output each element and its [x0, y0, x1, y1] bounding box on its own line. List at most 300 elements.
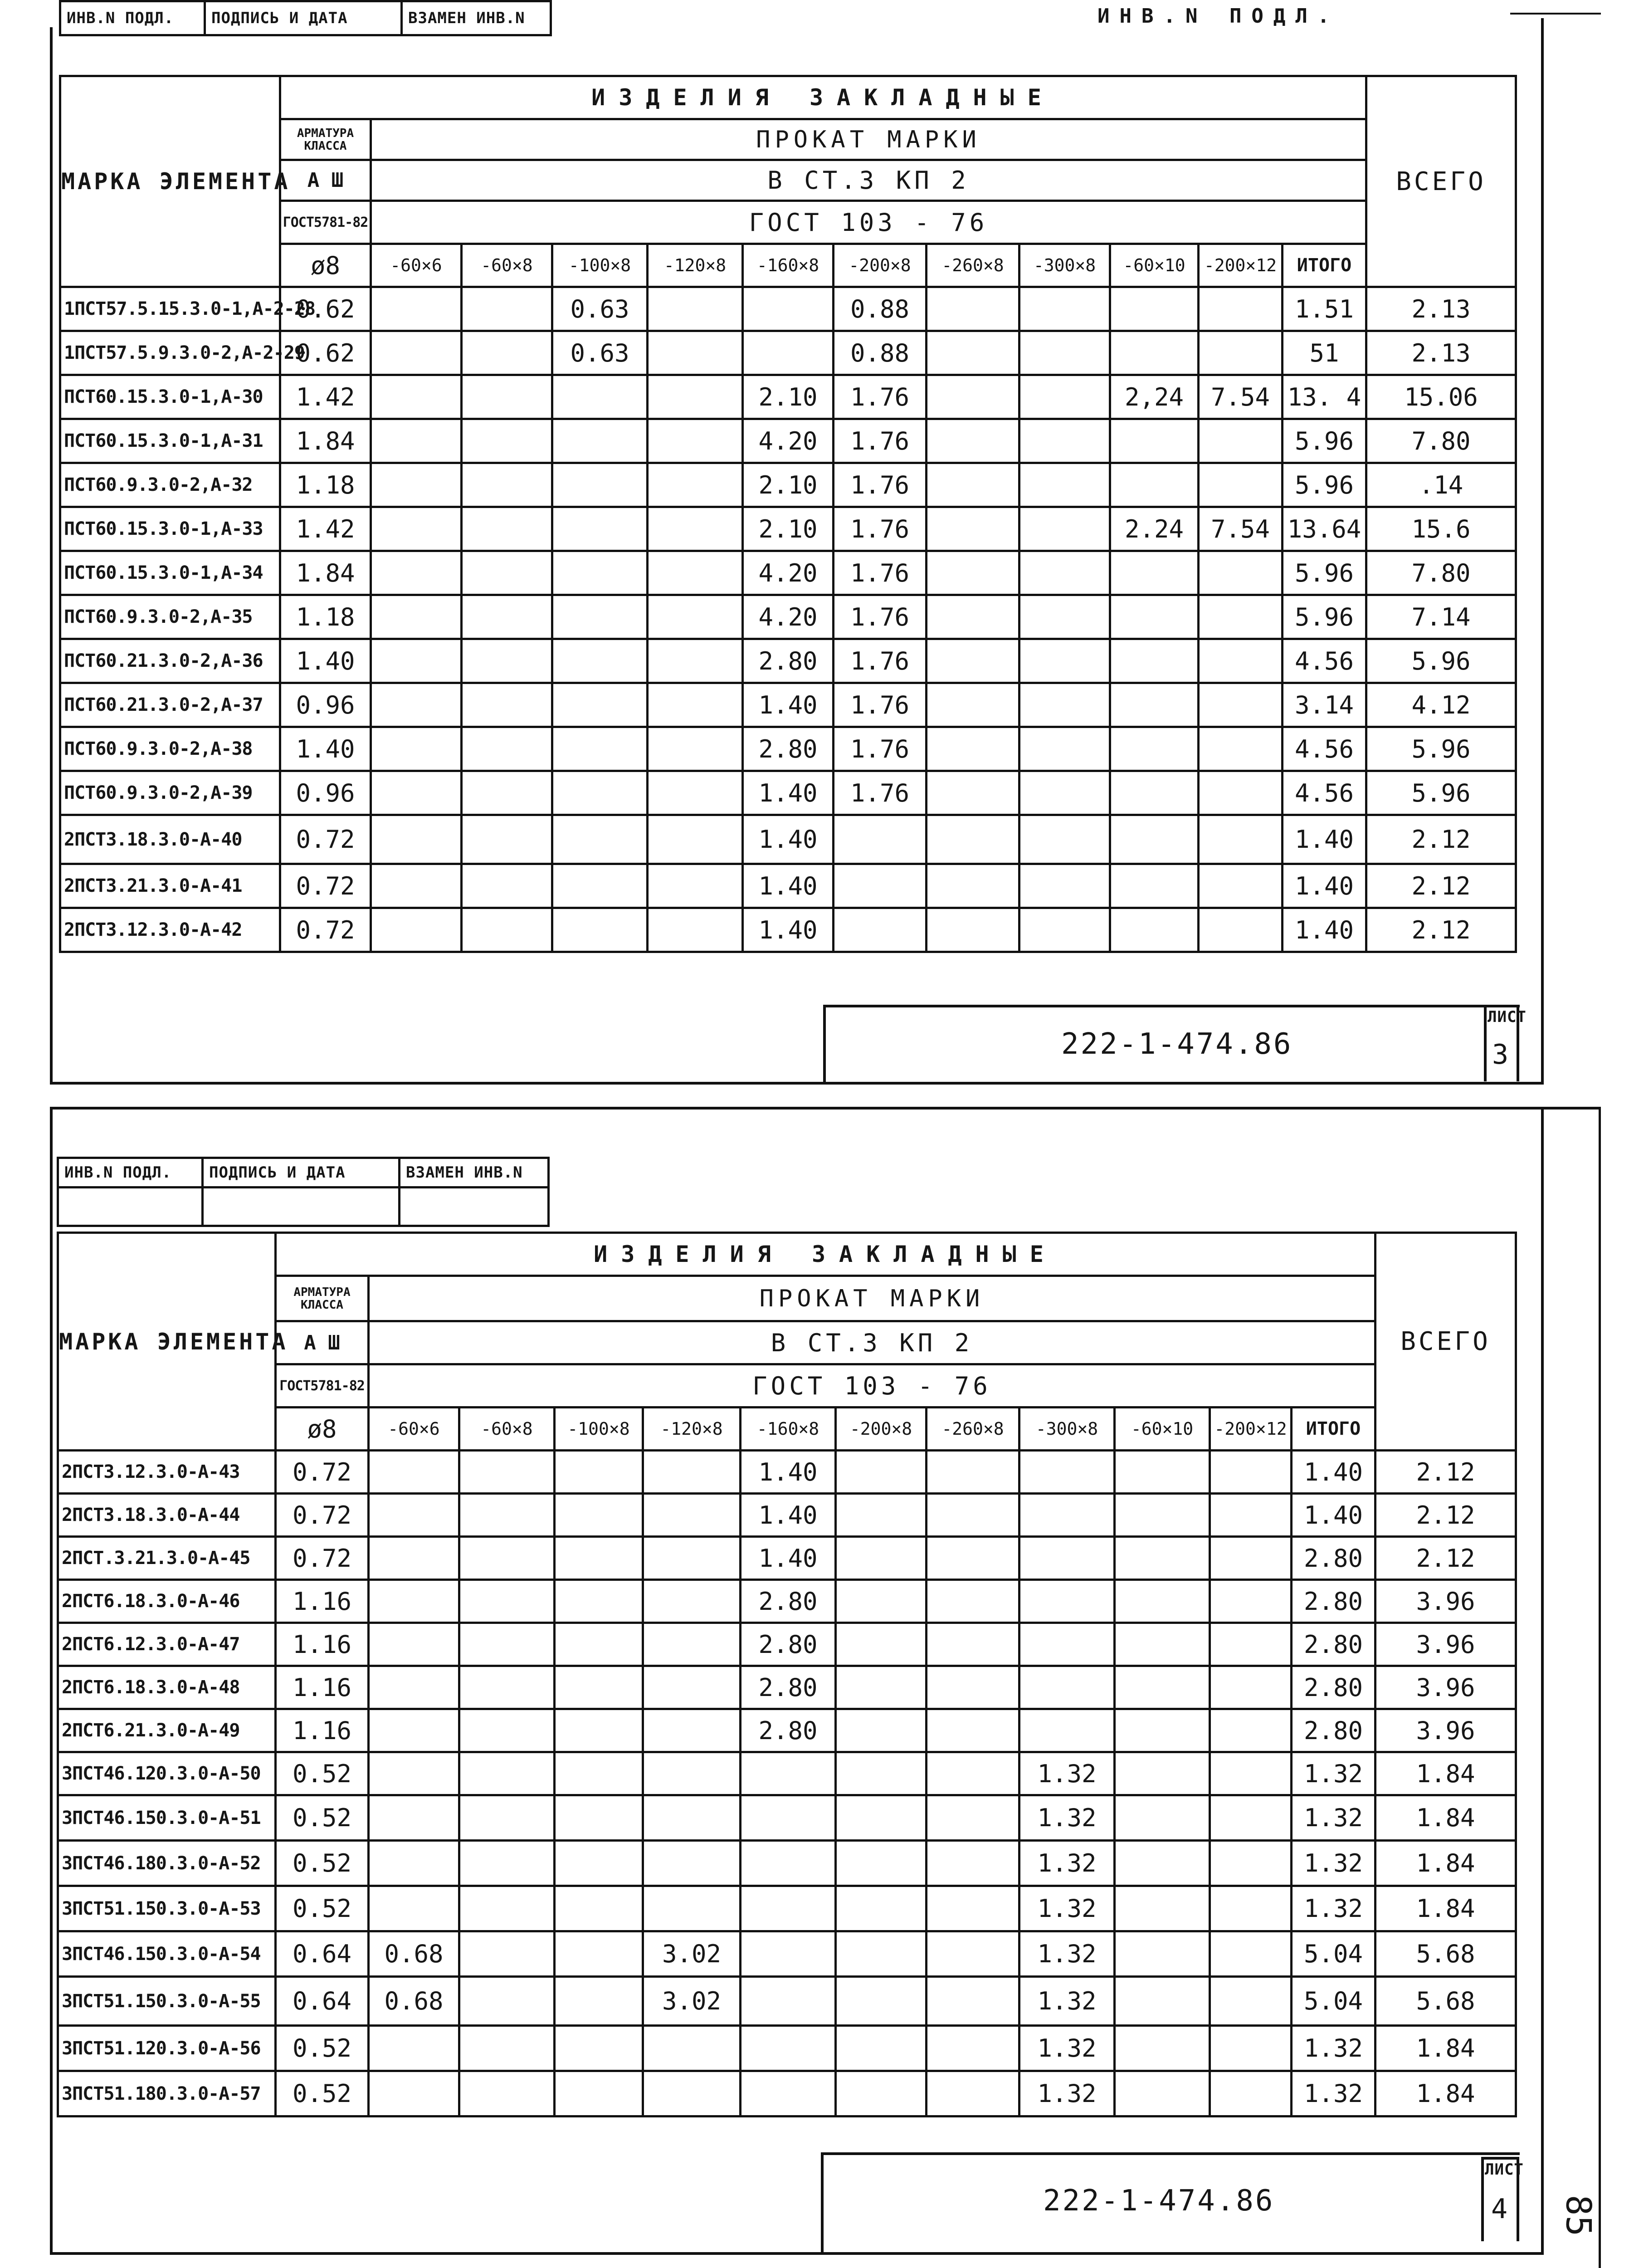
rebar-value: 0.72	[276, 1451, 369, 1494]
mark-header: МАРКА ЭЛЕМЕНТА	[60, 76, 280, 287]
profile-value	[1019, 463, 1110, 507]
element-mark: 2ПСТ3.12.3.0-А-43	[58, 1451, 276, 1494]
profile-value: 1.32	[1019, 1977, 1115, 2026]
profile-value	[1019, 1709, 1115, 1752]
profile-value	[1115, 1451, 1210, 1494]
itogo-value: 2.80	[1292, 1623, 1375, 1666]
profile-value: 1.76	[834, 595, 927, 639]
itogo-value: 5.96	[1283, 419, 1366, 463]
total-value: 2.12	[1366, 815, 1516, 864]
col-header: -200×8	[836, 1408, 927, 1451]
steel-gost: ГОСТ 103 - 76	[371, 201, 1366, 244]
profile-value	[1210, 1451, 1292, 1494]
profile-value	[836, 1451, 927, 1494]
profile-value	[741, 1841, 836, 1886]
profile-value	[836, 1580, 927, 1623]
table-row	[60, 639, 1516, 683]
table-row	[60, 419, 1516, 463]
profile-value	[1199, 463, 1283, 507]
itogo-value: 5.96	[1283, 463, 1366, 507]
profile-value	[371, 287, 462, 331]
total-value: 2.12	[1366, 908, 1516, 952]
table-row	[58, 1451, 1516, 1494]
mark-header: МАРКА ЭЛЕМЕНТА	[58, 1233, 276, 1451]
profile-value	[836, 2026, 927, 2071]
total-value: 2.12	[1366, 864, 1516, 908]
profile-value: 1.76	[834, 551, 927, 595]
profile-value	[834, 908, 927, 952]
profile-value	[643, 1666, 741, 1709]
profile-value	[643, 1752, 741, 1795]
profile-value	[836, 1494, 927, 1537]
frame-right-border	[1541, 1107, 1544, 2254]
profile-value	[369, 2026, 459, 2071]
profile-value	[552, 727, 648, 771]
rebar-value: 1.18	[280, 595, 371, 639]
sheet-1	[0, 0, 1634, 1100]
profile-value	[369, 1537, 459, 1580]
profile-value	[1019, 331, 1110, 375]
column-header-row	[58, 1408, 1516, 1451]
profile-value	[555, 1537, 643, 1580]
profile-value	[648, 727, 743, 771]
profile-value	[1110, 331, 1199, 375]
total-value: 2.13	[1366, 331, 1516, 375]
profile-value	[648, 331, 743, 375]
itogo-value: 1.32	[1292, 2071, 1375, 2116]
profile-value	[643, 1623, 741, 1666]
profile-value	[462, 908, 552, 952]
profile-value	[927, 551, 1019, 595]
profile-value	[1199, 908, 1283, 952]
profile-value	[1199, 639, 1283, 683]
table-row	[58, 1841, 1516, 1886]
profile-value	[743, 287, 834, 331]
profile-value: 3.02	[643, 1931, 741, 1977]
col-header: -60×8	[459, 1408, 555, 1451]
col-header: -160×8	[743, 244, 834, 287]
profile-value: 0.68	[369, 1931, 459, 1977]
profile-value	[371, 683, 462, 727]
profile-value: 7.54	[1199, 375, 1283, 419]
rebar-value: 0.96	[280, 683, 371, 727]
profile-value	[552, 864, 648, 908]
profile-value	[1210, 1537, 1292, 1580]
table-row	[60, 595, 1516, 639]
profile-value	[1210, 2026, 1292, 2071]
profile-value	[648, 771, 743, 815]
profile-value	[459, 1977, 555, 2026]
profile-value	[462, 375, 552, 419]
itogo-value: 1.51	[1283, 287, 1366, 331]
profile-value	[555, 1795, 643, 1841]
profile-value	[643, 1886, 741, 1931]
rebar-gost: ГОСТ5781-82	[276, 1364, 369, 1408]
profile-value: 1.76	[834, 375, 927, 419]
col-header: -100×8	[552, 244, 648, 287]
element-mark: 2ПСТ3.18.3.0-А-44	[58, 1494, 276, 1537]
profile-value	[643, 1451, 741, 1494]
col-header: -100×8	[555, 1408, 643, 1451]
col-header: -60×10	[1110, 244, 1199, 287]
itogo-value: 2.80	[1292, 1709, 1375, 1752]
profile-value	[371, 908, 462, 952]
itogo-value: 13.64	[1283, 507, 1366, 551]
approval-stamp	[57, 1157, 550, 1227]
rebar-value: 0.72	[276, 1494, 369, 1537]
col-header: -200×8	[834, 244, 927, 287]
col-header: -160×8	[741, 1408, 836, 1451]
profile-value	[552, 683, 648, 727]
profile-value	[371, 639, 462, 683]
col-header: -60×6	[371, 244, 462, 287]
itogo-value: 1.32	[1292, 1841, 1375, 1886]
itogo-value: 3.14	[1283, 683, 1366, 727]
profile-value: 2.80	[741, 1709, 836, 1752]
profile-value	[459, 1752, 555, 1795]
itogo-value: 1.32	[1292, 2026, 1375, 2071]
profile-value	[369, 1709, 459, 1752]
profile-value	[741, 1931, 836, 1977]
total-value: 2.12	[1375, 1494, 1516, 1537]
document-code: 222-1-474.86	[1061, 1027, 1293, 1061]
profile-value: 0.63	[552, 287, 648, 331]
rebar-value: 1.16	[276, 1623, 369, 1666]
side-page-number: 85	[1558, 2195, 1599, 2237]
itogo-header: ИТОГО	[1292, 1408, 1375, 1451]
itogo-value: 4.56	[1283, 639, 1366, 683]
profile-value: 1.76	[834, 419, 927, 463]
col-header: -200×12	[1210, 1408, 1292, 1451]
profile-value: 1.40	[743, 815, 834, 864]
profile-value	[459, 2071, 555, 2116]
itogo-value: 13. 4	[1283, 375, 1366, 419]
profile-value	[1110, 683, 1199, 727]
profile-value	[1115, 1537, 1210, 1580]
stamp-inv-value	[58, 1188, 203, 1226]
element-mark: 1ПСТ57.5.9.3.0-2,А-2-29	[60, 331, 280, 375]
itogo-value: 1.40	[1283, 864, 1366, 908]
profile-value	[555, 1931, 643, 1977]
rebar-value: 1.16	[276, 1709, 369, 1752]
element-mark: ПСТ60.9.3.0-2,А-35	[60, 595, 280, 639]
profile-value	[1019, 1451, 1115, 1494]
phi-header: ø8	[276, 1408, 369, 1451]
profile-value	[555, 1580, 643, 1623]
profile-value: 1.76	[834, 771, 927, 815]
profile-value	[927, 727, 1019, 771]
stamp-inv-label: ИНВ.N ПОДЛ.	[58, 1158, 203, 1188]
element-mark: 2ПСТ6.18.3.0-А-46	[58, 1580, 276, 1623]
itogo-value: 5.96	[1283, 551, 1366, 595]
profile-value	[648, 551, 743, 595]
profile-value	[459, 1666, 555, 1709]
profile-value	[552, 771, 648, 815]
profile-value	[459, 1841, 555, 1886]
profile-value: 1.32	[1019, 2026, 1115, 2071]
profile-value	[371, 815, 462, 864]
profile-value	[1110, 864, 1199, 908]
profile-value	[371, 419, 462, 463]
rebar-value: 0.62	[280, 287, 371, 331]
profile-value	[369, 2071, 459, 2116]
profile-value	[1019, 1623, 1115, 1666]
total-value: 1.84	[1375, 1752, 1516, 1795]
profile-value	[1110, 727, 1199, 771]
profile-value	[927, 639, 1019, 683]
total-value: 7.80	[1366, 551, 1516, 595]
table-row	[58, 1752, 1516, 1795]
profile-value	[369, 1451, 459, 1494]
profile-value: 2.80	[743, 639, 834, 683]
profile-value	[643, 2026, 741, 2071]
profile-value	[927, 2026, 1019, 2071]
profile-value	[1115, 1666, 1210, 1709]
profile-value	[1110, 908, 1199, 952]
table-row	[60, 815, 1516, 864]
profile-value	[927, 331, 1019, 375]
total-value: 1.84	[1375, 2026, 1516, 2071]
profile-value: 1.76	[834, 463, 927, 507]
profile-value	[555, 1886, 643, 1931]
profile-value	[927, 1537, 1019, 1580]
col-header: -120×8	[648, 244, 743, 287]
itogo-value: 1.32	[1292, 1886, 1375, 1931]
profile-value	[648, 815, 743, 864]
total-value: 5.96	[1366, 727, 1516, 771]
element-mark: 3ПСТ51.120.3.0-А-56	[58, 2026, 276, 2071]
itogo-value: 1.40	[1283, 815, 1366, 864]
profile-value	[459, 1580, 555, 1623]
profile-value	[552, 419, 648, 463]
profile-value	[927, 1451, 1019, 1494]
profile-value: 1.32	[1019, 1841, 1115, 1886]
profile-value	[555, 2071, 643, 2116]
sheet-label: ЛИСТ	[1488, 1008, 1527, 1026]
profile-value	[1115, 2026, 1210, 2071]
profile-value	[1115, 1931, 1210, 1977]
profile-value: 1.40	[741, 1494, 836, 1537]
rebar-value: 1.18	[280, 463, 371, 507]
frame-top-border	[50, 1107, 1601, 1110]
profile-value	[1210, 1666, 1292, 1709]
rebar-class-value: А Ш	[276, 1321, 369, 1364]
profile-value	[1199, 864, 1283, 908]
profile-value: 0.88	[834, 287, 927, 331]
profile-value	[648, 639, 743, 683]
rebar-class-label: АРМАТУРА КЛАССА	[276, 1276, 369, 1321]
profile-value	[927, 419, 1019, 463]
element-mark: ПСТ60.15.3.0-1,А-33	[60, 507, 280, 551]
profile-value	[1019, 1537, 1115, 1580]
profile-value	[371, 463, 462, 507]
products-header: ИЗДЕЛИЯ ЗАКЛАДНЫЕ	[280, 76, 1366, 119]
sheet-label: ЛИСТ	[1485, 2160, 1524, 2179]
profile-value: 0.68	[369, 1977, 459, 2026]
profile-value	[462, 331, 552, 375]
profile-value: 1.76	[834, 683, 927, 727]
table-row	[58, 1580, 1516, 1623]
profile-value	[1210, 1886, 1292, 1931]
profile-value	[369, 1623, 459, 1666]
profile-value: 4.20	[743, 595, 834, 639]
rebar-value: 1.84	[280, 551, 371, 595]
profile-value	[648, 683, 743, 727]
total-value: 3.96	[1375, 1580, 1516, 1623]
itogo-value: 2.80	[1292, 1666, 1375, 1709]
profile-value	[741, 1886, 836, 1931]
profile-value	[1019, 1580, 1115, 1623]
profile-value	[741, 2071, 836, 2116]
itogo-value: 5.04	[1292, 1977, 1375, 2026]
profile-value: 2.10	[743, 463, 834, 507]
rebar-value: 0.72	[280, 908, 371, 952]
profile-value	[1210, 1623, 1292, 1666]
element-mark: 3ПСТ46.150.3.0-А-54	[58, 1931, 276, 1977]
profile-value	[648, 419, 743, 463]
steel-grade: В СТ.3 КП 2	[371, 160, 1366, 201]
rebar-value: 0.64	[276, 1977, 369, 2026]
profile-value	[927, 1709, 1019, 1752]
table-row	[60, 864, 1516, 908]
profile-value	[552, 815, 648, 864]
approval-stamp-fragment	[59, 0, 552, 36]
stamp-sign-label: ПОДПИСЬ И ДАТА	[203, 1158, 400, 1188]
rebar-value: 0.52	[276, 1841, 369, 1886]
profile-value	[1110, 551, 1199, 595]
frame-left-border	[50, 1107, 53, 2254]
itogo-value: 4.56	[1283, 771, 1366, 815]
total-value: 5.68	[1375, 1931, 1516, 1977]
element-mark: 2ПСТ6.18.3.0-А-48	[58, 1666, 276, 1709]
profile-value	[927, 463, 1019, 507]
profile-value	[555, 2026, 643, 2071]
profile-value: 3.02	[643, 1977, 741, 2026]
table-row	[58, 1666, 1516, 1709]
outer-right-border	[1599, 1107, 1601, 2268]
profile-value	[1019, 419, 1110, 463]
total-value: .14	[1366, 463, 1516, 507]
profile-value	[1115, 1977, 1210, 2026]
profile-value: 1.32	[1019, 1886, 1115, 1931]
rebar-gost: ГОСТ5781-82	[280, 201, 371, 244]
profile-value	[555, 1752, 643, 1795]
rebar-value: 0.72	[280, 864, 371, 908]
itogo-value: 2.80	[1292, 1580, 1375, 1623]
itogo-value: 4.56	[1283, 727, 1366, 771]
col-header: -300×8	[1019, 1408, 1115, 1451]
profile-value	[836, 1537, 927, 1580]
profile-value	[927, 375, 1019, 419]
profile-value	[741, 1977, 836, 2026]
element-mark: ПСТ60.15.3.0-1,А-30	[60, 375, 280, 419]
stamp-inv-label: ИНВ.N ПОДЛ.	[60, 1, 205, 35]
profile-value	[927, 2071, 1019, 2116]
profile-value: 2.10	[743, 375, 834, 419]
rebar-value: 0.52	[276, 1886, 369, 1931]
col-header: -300×8	[1019, 244, 1110, 287]
profile-value	[1210, 1977, 1292, 2026]
profile-value	[927, 683, 1019, 727]
profile-value: 2.24	[1110, 507, 1199, 551]
profile-value	[927, 1977, 1019, 2026]
profile-value: 1.76	[834, 639, 927, 683]
profile-value	[927, 908, 1019, 952]
profile-value	[1199, 551, 1283, 595]
rebar-value: 0.96	[280, 771, 371, 815]
rebar-value: 0.52	[276, 1752, 369, 1795]
profile-value	[369, 1841, 459, 1886]
profile-value	[927, 1623, 1019, 1666]
frame-left-border	[50, 27, 53, 1084]
profile-value	[834, 864, 927, 908]
element-mark: 3ПСТ46.180.3.0-А-52	[58, 1841, 276, 1886]
profile-value	[1210, 1795, 1292, 1841]
profile-value: 0.63	[552, 331, 648, 375]
total-value: 15.6	[1366, 507, 1516, 551]
profile-value	[648, 507, 743, 551]
profile-value	[1019, 815, 1110, 864]
profile-value	[927, 287, 1019, 331]
profile-value: 2.80	[741, 1666, 836, 1709]
profile-value	[1110, 287, 1199, 331]
profile-value	[927, 815, 1019, 864]
profile-value	[1110, 419, 1199, 463]
element-mark: 2ПСТ3.18.3.0-А-40	[60, 815, 280, 864]
table-row	[60, 287, 1516, 331]
profile-value	[1019, 908, 1110, 952]
profile-value	[555, 1977, 643, 2026]
profile-value: 2.80	[741, 1623, 836, 1666]
profile-value	[643, 2071, 741, 2116]
profile-value	[643, 1709, 741, 1752]
profile-value	[834, 815, 927, 864]
profile-value: 7.54	[1199, 507, 1283, 551]
profile-value: 1.32	[1019, 1795, 1115, 1841]
itogo-value: 2.80	[1292, 1537, 1375, 1580]
embedded-parts-table	[57, 1232, 1517, 2117]
profile-value	[552, 908, 648, 952]
total-value: 1.84	[1375, 1886, 1516, 1931]
table-row	[58, 1886, 1516, 1931]
profile-value	[648, 595, 743, 639]
rebar-value: 1.40	[280, 727, 371, 771]
profile-value	[1210, 1580, 1292, 1623]
profile-value	[1019, 551, 1110, 595]
profile-value	[927, 1494, 1019, 1537]
col-header: -120×8	[643, 1408, 741, 1451]
profile-value	[927, 864, 1019, 908]
table-row	[60, 507, 1516, 551]
table-row	[60, 375, 1516, 419]
rebar-value: 0.64	[276, 1931, 369, 1977]
element-mark: 3ПСТ51.150.3.0-А-55	[58, 1977, 276, 2026]
profile-value	[371, 771, 462, 815]
profile-value	[555, 1709, 643, 1752]
profile-value: 4.20	[743, 551, 834, 595]
profile-value: 2.80	[743, 727, 834, 771]
profile-value: 0.88	[834, 331, 927, 375]
profile-value	[555, 1623, 643, 1666]
profile-value	[648, 375, 743, 419]
rolled-header: ПРОКАТ МАРКИ	[369, 1276, 1375, 1321]
profile-value	[648, 908, 743, 952]
profile-value: 2.80	[741, 1580, 836, 1623]
profile-value	[459, 1623, 555, 1666]
profile-value	[459, 2026, 555, 2071]
total-value: 2.12	[1375, 1537, 1516, 1580]
element-mark: ПСТ60.15.3.0-1,А-31	[60, 419, 280, 463]
